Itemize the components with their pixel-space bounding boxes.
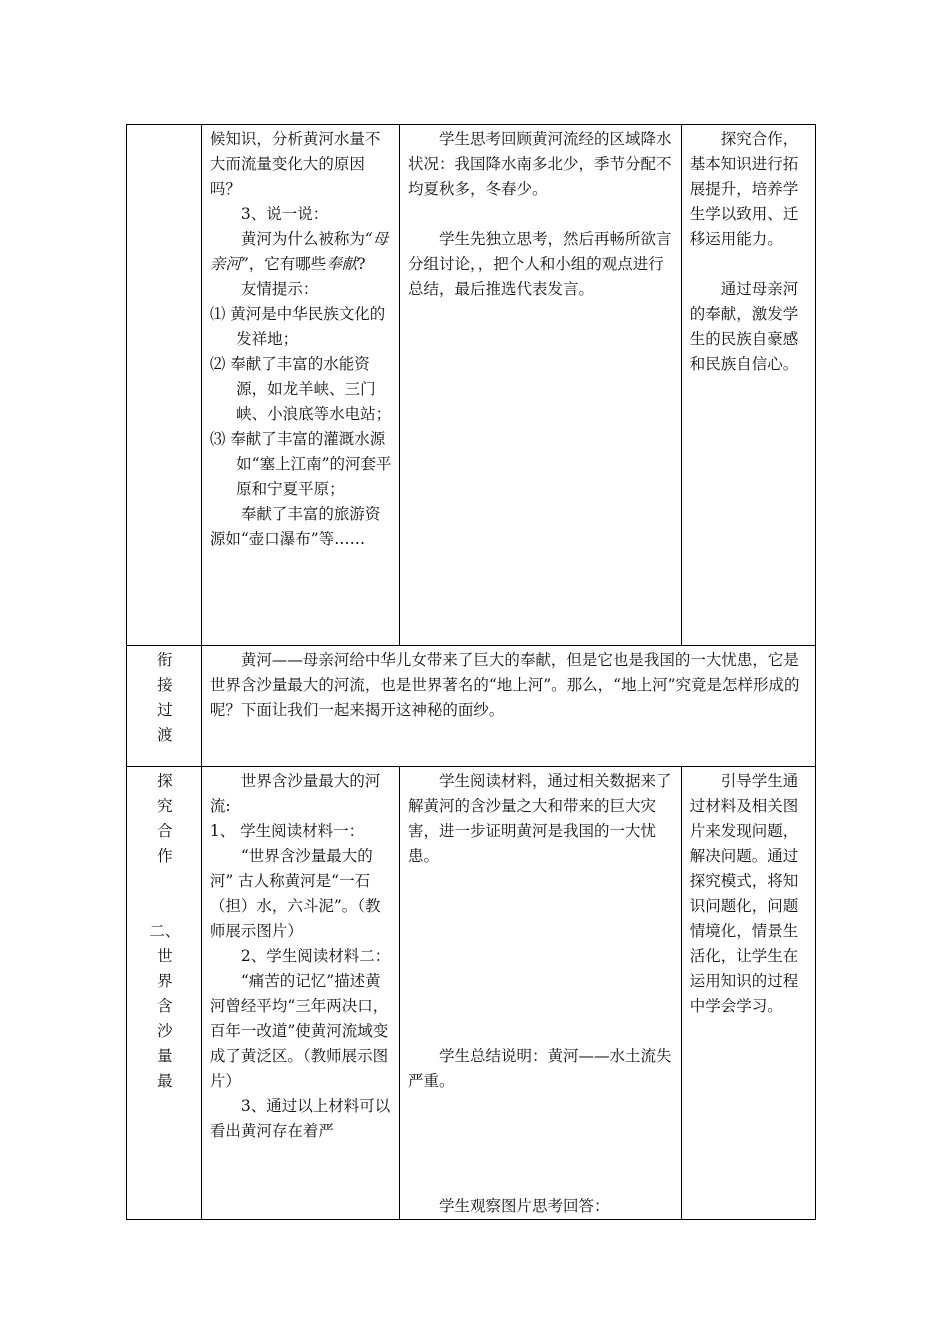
label-char: 沙 [157,1022,173,1040]
spacer [408,202,675,227]
table-row [127,125,816,646]
label-char: 最 [157,1072,173,1090]
text-paragraph: 通过母亲河的奉献，激发学生的民族自豪感和民族自信心。 [689,280,799,373]
hint-item: ⑶ 奉献了丰富的灌溉水源如“塞上江南”的河套平原和宁夏平原； [209,430,392,498]
text-span: ，它有哪些 [248,255,327,273]
hint-item: ⑴ 黄河是中华民族文化的发祥地； [209,305,386,348]
label-char: 探 [157,772,173,790]
table-row [127,767,816,1220]
text-paragraph: 世界含沙量最大的河流: [209,772,381,815]
label-char: 渡 [157,726,173,744]
spacer [135,869,195,919]
text-paragraph: 奉献了丰富的旅游资源如“壶口瀑布”等…… [209,505,381,548]
row3-teacher-activity-cell [201,767,399,1220]
text-paragraph: 学生总结说明：黄河——水土流失严重。 [407,1047,672,1090]
text-span: ? [357,255,366,273]
label-char: 合 [157,822,173,840]
mother-river-phrase: “母亲河” [209,230,389,273]
label-char: 作 [157,847,173,865]
hint-item: ⑵ 奉献了丰富的水能资源，如龙羊峡、三门峡、小浪底等水电站； [209,355,392,423]
text-paragraph: 候知识，分析黄河水量不大而流量变化大的原因吗？ [209,130,381,198]
text-paragraph: “世界含沙量最大的河” 古人称黄河是“一石（担）水，六斗泥”。（教师展示图片） [209,847,381,940]
text-paragraph: 3、说一说： [240,205,329,223]
row3-intent-cell [681,767,815,1220]
text-paragraph: 学生先独立思考，然后再畅所欲言分组讨论，，把个人和小组的观点进行总结，最后推选代表发言。 [407,230,672,298]
text-paragraph: 学生观察图片思考回答： [438,1197,610,1215]
label-char: 世 [157,947,173,965]
text-paragraph: “痛苦的记忆”描述黄河曾经平均“三年两决口，百年一改道”使黄河流域变成了黄泛区。（教师展示图片） [209,972,389,1090]
lesson-plan-table [126,124,816,1220]
label-char: 界 [157,972,173,990]
label-char: 量 [157,1047,173,1065]
table-row [127,646,816,767]
label-char: 二、 [149,922,181,940]
spacer [690,252,809,277]
label-char: 究 [157,797,173,815]
label-char: 衔 [157,651,173,669]
hint-heading: 友情提示： [240,280,319,298]
label-char: 含 [157,997,173,1015]
spacer [408,969,675,1044]
text-paragraph: 3、通过以上材料可以看出黄河存在着严 [209,1097,391,1140]
text-paragraph: 2、学生阅读材料二： [240,947,391,965]
text-paragraph: 学生思考回顾黄河流经的区域降水状况：我国降水南多北少，季节分配不均夏秋多，冬春少。 [407,130,672,198]
label-char: 过 [157,701,173,719]
row3-student-activity-cell [399,767,681,1220]
text-paragraph: 引导学生通过材料及相关图片来发现问题，解决问题。通过探究模式，将知识问题化，问题情境化，情景生活化，让学生在运用知识的过程中学会学习。 [689,772,799,1015]
text-span: 黄河为什么被称为 [240,230,365,248]
label-char: 接 [157,676,173,694]
text-paragraph: 探究合作，基本知识进行拓展提升，培养学生学以致用、迁移运用能力。 [689,130,799,248]
transition-cell [201,646,815,767]
row2-label-cell [127,646,202,767]
contribution-word: 奉献 [326,255,358,273]
text-paragraph: 学生阅读材料，通过相关数据来了解黄河的含沙量之大和带来的巨大灾害，进一步证明黄河是我国的一大忧患。 [407,772,672,865]
row1-label-cell [127,125,202,646]
row1-intent-cell [681,125,815,646]
spacer [408,1094,675,1194]
row1-teacher-activity-cell [201,125,399,646]
spacer [408,869,675,969]
row1-student-activity-cell [399,125,681,646]
row3-label-cell [127,767,202,1220]
transition-text: 黄河——母亲河给中华儿女带来了巨大的奉献，但是它也是我国的一大忧患，它是世界含沙量最大的河流，也是世界著名的“地上河”。那么，“地上河”究竟是怎样形成的呢？下面让我们一起来揭开这神秘的面纱。 [209,651,800,719]
text-paragraph: 1、 学生阅读材料一： [209,822,365,840]
text-paragraph [210,227,393,277]
